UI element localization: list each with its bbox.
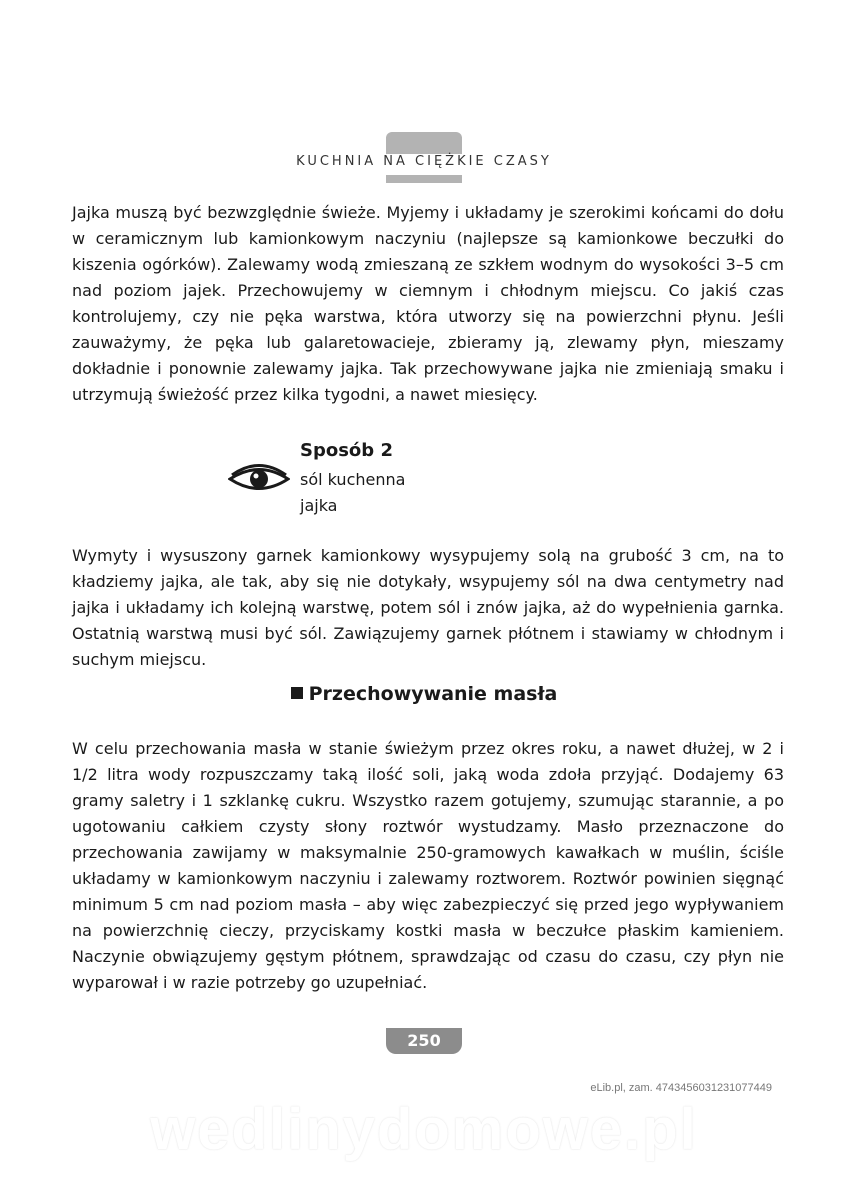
method-box	[228, 440, 548, 522]
paragraph-butter: W celu przechowania masła w stanie świeżym przez okres roku, a nawet dłużej, w 2 i 1/2 litra wody rozpuszczamy taką ilość soli, jaką woda zdoła przyjąć. Dodajemy 63 gramy saletry i 1 szklankę cukru. Wszystko razem gotujemy, szumując starannie, a po ugotowaniu całkiem czysty słony roztwór wystudzamy. Masło przeznaczone do przechowania zawijamy w maksymalnie 250-gramowych kawałkach w muślin, ściśle układamy w kamionkowym naczyniu i zalewamy roztworem. Roztwór powinien sięgnąć minimum 5 cm nad poziom masła – aby więc zabezpieczyć się przed jego wypływaniem na powierzchnię cieczy, przyciskamy kostki masła w beczułce płaskim kamieniem. Naczynie obwiązujemy gęstym płótnem, sprawdzając od czasu do czasu, czy płyn nie wyparował i w razie potrzeby go uzupełniać.	[72, 739, 784, 992]
section-heading	[0, 683, 848, 705]
header-tab-decoration	[386, 132, 462, 154]
ingredient-item: jajka	[300, 496, 338, 515]
header-bar-decoration	[386, 175, 462, 183]
watermark: wedlinydomowe.pl	[150, 1097, 698, 1162]
eye-icon	[228, 462, 290, 496]
elib-note: eLib.pl, zam. 4743456031231077449	[590, 1082, 772, 1094]
square-bullet-icon	[291, 687, 303, 699]
running-header: KUCHNIA NA CIĘŻKIE CZASY	[296, 154, 552, 169]
paragraph-eggs-waterglass: Jajka muszą być bezwzględnie świeże. Myjemy i układamy je szerokimi końcami do dołu w ceramicznym lub kamionkowym naczyniu (najlepsze są kamionkowe beczułki do kiszenia ogórków). Zalewamy wodą zmieszaną ze szkłem wodnym do wysokości 3–5 cm nad poziom jajek. Przechowujemy w ciemnym i chłodnym miejscu. Co jakiś czas kontrolujemy, czy nie pęka warstwa, która utworzy się na powierzchni płynu. Jeśli zauważymy, że pęka lub galaretowacieje, zbieramy ją, zlewamy płyn, mieszamy dokładnie i ponownie zalewamy jajka. Tak przechowywane jajka nie zmieniają smaku i utrzymują świeżość przez kilka tygodni, a nawet miesięcy.	[72, 203, 784, 404]
section-heading-text: Przechowywanie masła	[308, 683, 558, 705]
paragraph-eggs-salt: Wymyty i wysuszony garnek kamionkowy wysypujemy solą na grubość 3 cm, na to kładziemy jajka, ale tak, aby się nie dotykały, wsypujemy sól na dwa centymetry nad jajka i układamy ich kolejną warstwę, potem sól i znów jajka, aż do wypełnienia garnka. Ostatnią warstwą musi być sól. Zawiązujemy garnek płótnem i stawiamy w chłodnym i suchym miejscu.	[72, 546, 784, 669]
method-title: Sposób 2	[300, 440, 393, 461]
page-number: 250	[386, 1028, 462, 1054]
ingredient-item: sól kuchenna	[300, 470, 406, 489]
